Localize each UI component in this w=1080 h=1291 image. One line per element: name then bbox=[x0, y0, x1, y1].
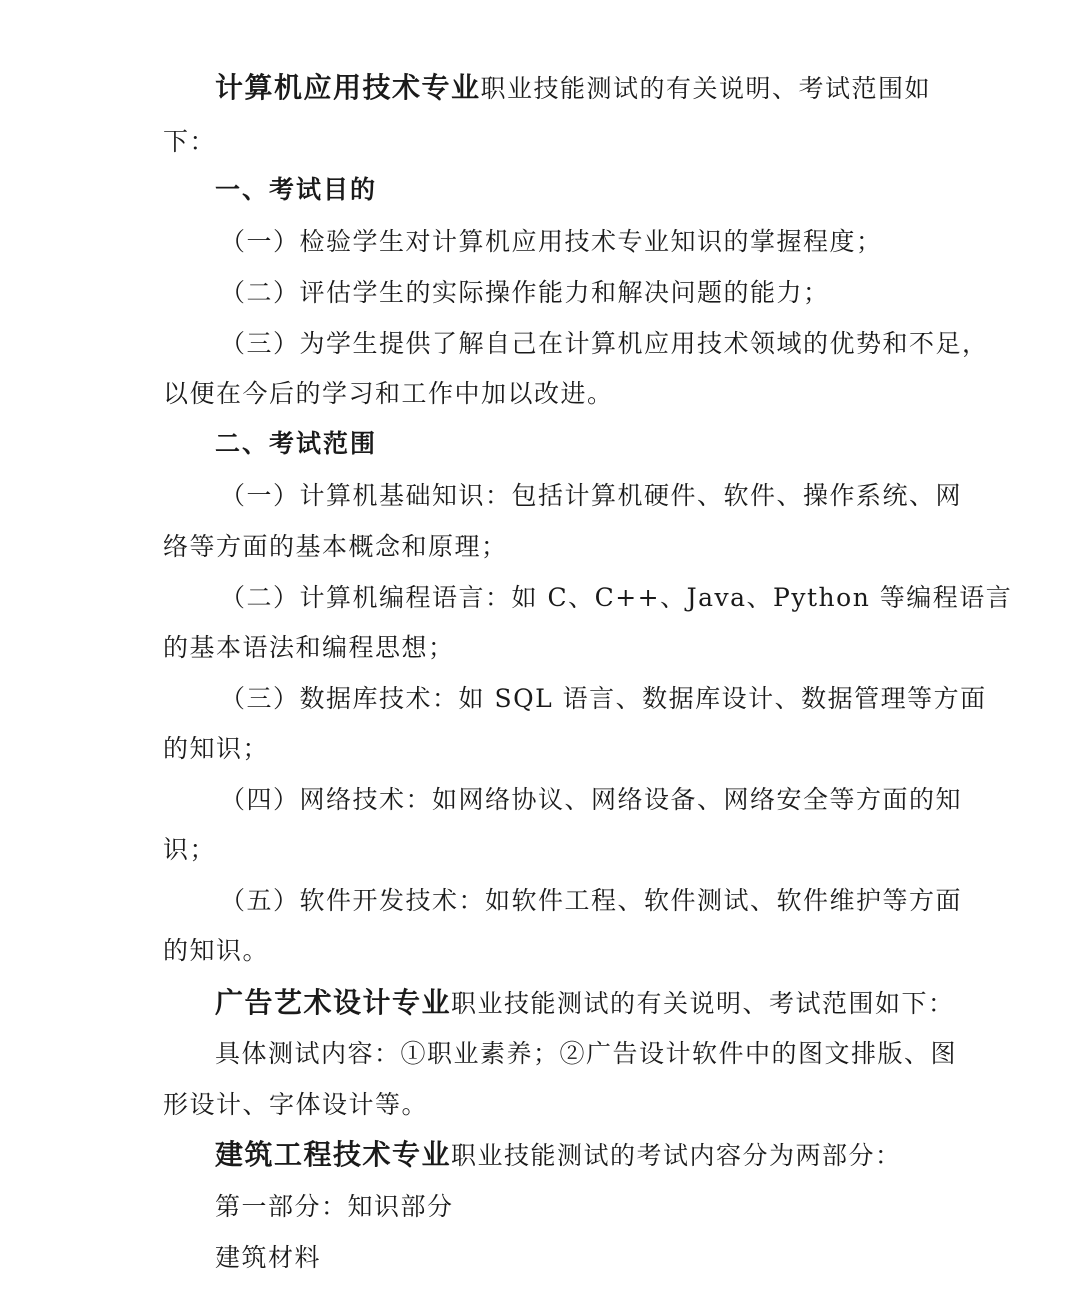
computer-intro-cont: 下： bbox=[163, 127, 217, 156]
section2-item1-cont: 络等方面的基本概念和原理； bbox=[163, 532, 508, 561]
section1-item1: （一）检验学生对计算机应用技术专业知识的掌握程度； bbox=[220, 227, 883, 256]
construction-subject1: 建筑材料 bbox=[215, 1243, 322, 1272]
computer-intro-line bbox=[0, 70, 1080, 107]
construction-part1: 第一部分：知识部分 bbox=[215, 1192, 454, 1221]
section2-heading: 二、考试范围 bbox=[215, 429, 378, 458]
advertising-intro-text: 职业技能测试的有关说明、考试范围如下： bbox=[451, 989, 955, 1018]
section2-item4: （四）网络技术：如网络协议、网络设备、网络安全等方面的知 bbox=[220, 785, 963, 814]
section1-item2: （二）评估学生的实际操作能力和解决问题的能力； bbox=[220, 278, 830, 307]
advertising-content-cont: 形设计、字体设计等。 bbox=[163, 1090, 429, 1119]
section2-item3: （三）数据库技术：如 SQL 语言、数据库设计、数据管理等方面 bbox=[220, 684, 987, 713]
section2-item5: （五）软件开发技术：如软件工程、软件测试、软件维护等方面 bbox=[220, 886, 963, 915]
section2-item5-cont: 的知识。 bbox=[163, 936, 270, 965]
construction-intro-text: 职业技能测试的考试内容分为两部分： bbox=[451, 1141, 902, 1170]
section2-item3-cont: 的知识； bbox=[163, 734, 270, 763]
section2-item2: （二）计算机编程语言：如 C、C++、Java、Python 等编程语言 bbox=[220, 583, 1013, 612]
section2-item1: （一）计算机基础知识：包括计算机硬件、软件、操作系统、网 bbox=[220, 481, 963, 510]
advertising-major-title: 广告艺术设计专业 bbox=[215, 986, 452, 1019]
section1-item3: （三）为学生提供了解自己在计算机应用技术领域的优势和不足， bbox=[220, 329, 989, 358]
construction-intro-line bbox=[0, 1137, 1080, 1174]
computer-intro-text: 职业技能测试的有关说明、考试范围如 bbox=[480, 74, 932, 103]
construction-major-title: 建筑工程技术专业 bbox=[215, 1138, 452, 1171]
section2-item2-cont: 的基本语法和编程思想； bbox=[163, 633, 455, 662]
advertising-intro-line bbox=[0, 985, 1080, 1022]
section2-item4-cont: 识； bbox=[163, 835, 217, 864]
section1-item3-cont: 以便在今后的学习和工作中加以改进。 bbox=[163, 379, 614, 408]
advertising-content: 具体测试内容：①职业素养；②广告设计软件中的图文排版、图 bbox=[215, 1039, 958, 1068]
computer-major-title: 计算机应用技术专业 bbox=[215, 71, 481, 104]
section1-heading: 一、考试目的 bbox=[215, 175, 378, 204]
